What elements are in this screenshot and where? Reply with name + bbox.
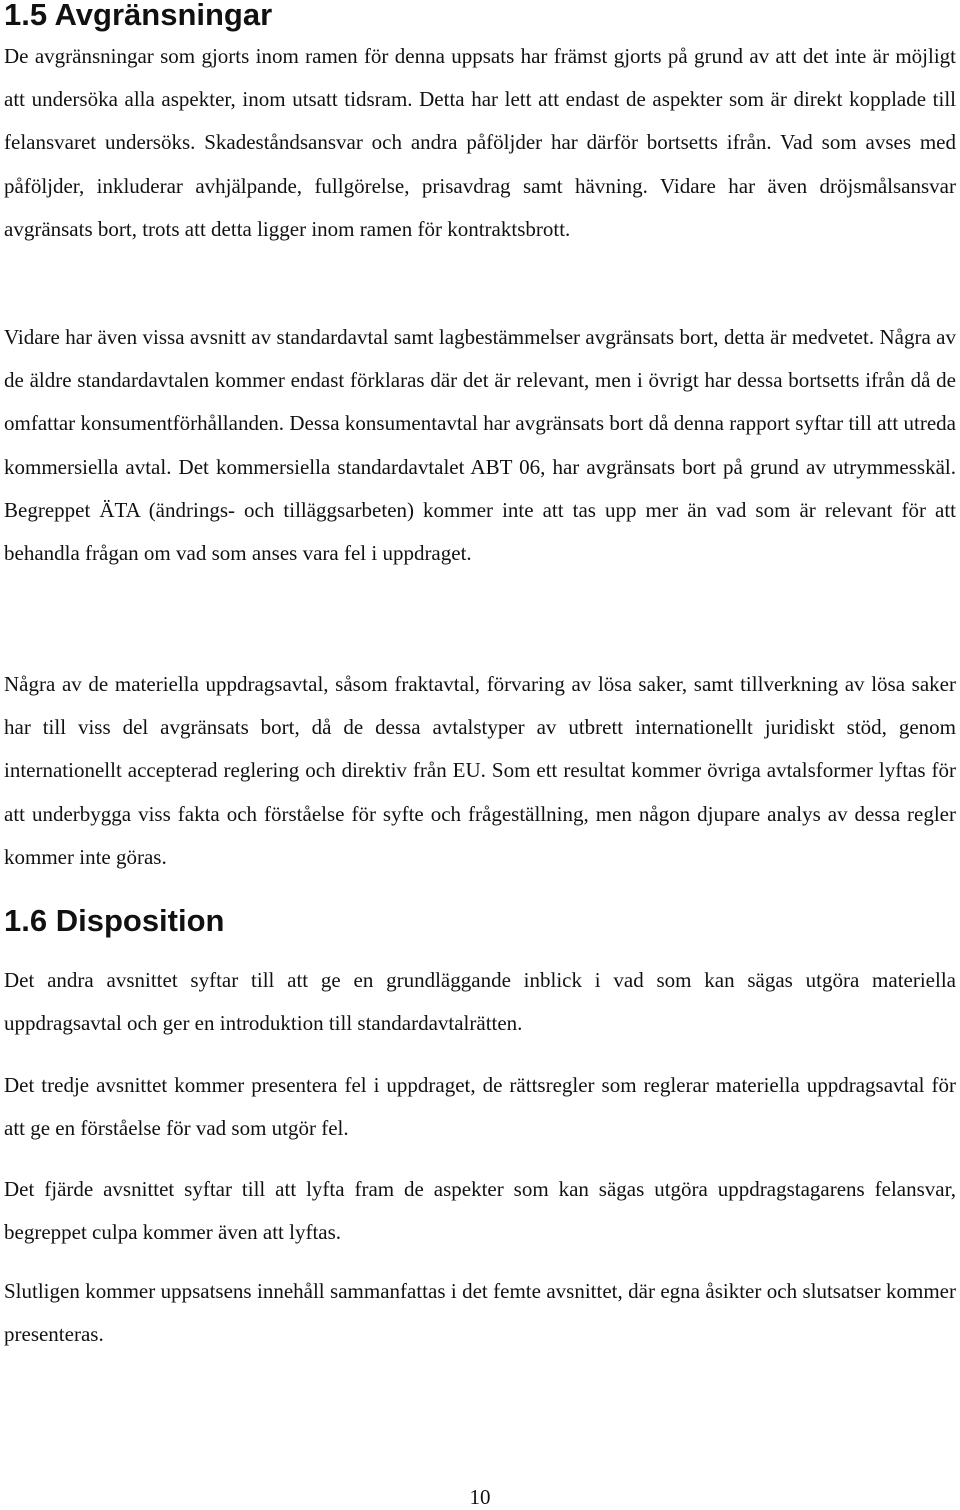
section-heading-disposition: 1.6 Disposition	[4, 903, 225, 938]
page-number: 10	[469, 1485, 491, 1509]
paragraph-disposition-1: Det andra avsnittet syftar till att ge en grundläggande inblick i vad som kan sägas utgöra materiella uppdragsavtal och ger en introduktion till standardavtalrätten.	[4, 968, 956, 1036]
paragraph-avgransningar-3: Några av de materiella uppdragsavtal, såsom fraktavtal, förvaring av lösa saker, samt tillverkning av lösa saker har till viss del avgränsats bort, då de dessa avtalstyper av utbrett internationellt juridiskt stöd, genom internationellt accepterad reglering och direktiv från EU. Som ett resultat kommer övriga avtalsformer lyftas för att underbygga viss fakta och förståelse för syfte och frågeställning, men någon djupare analys av dessa regler kommer inte göras.	[4, 672, 956, 869]
paragraph-avgransningar-1: De avgränsningar som gjorts inom ramen för denna uppsats har främst gjorts på grund av att det inte är möjligt att undersöka alla aspekter, inom utsatt tidsram. Detta har lett att endast de aspekter som är direkt kopplade till felansvaret undersöks. Skadeståndsansvar och andra påföljder har därför bortsetts ifrån. Vad som avses med påföljder, inkluderar avhjälpande, fullgörelse, prisavdrag samt hävning. Vidare har även dröjsmålsansvar avgränsats bort, trots att detta ligger inom ramen för kontraktsbrott.	[4, 44, 956, 241]
paragraph-disposition-2: Det tredje avsnittet kommer presentera fel i uppdraget, de rättsregler som reglerar materiella uppdragsavtal för att ge en förståelse för vad som utgör fel.	[4, 1073, 956, 1141]
paragraph-avgransningar-2: Vidare har även vissa avsnitt av standardavtal samt lagbestämmelser avgränsats bort, detta är medvetet. Några av de äldre standardavtalen kommer endast förklaras där det är relevant, men i övrigt har dessa bortsetts ifrån då de omfattar konsumentförhållanden. Dessa konsumentavtal har avgränsats bort då denna rapport syftar till att utreda kommersiella avtal. Det kommersiella standardavtalet ABT 06, har avgränsats bort på grund av utrymmesskäl. Begreppet ÄTA (ändrings- och tilläggsarbeten) kommer inte att tas upp mer än vad som är relevant för att behandla frågan om vad som anses vara fel i uppdraget.	[4, 325, 956, 566]
paragraph-disposition-4: Slutligen kommer uppsatsens innehåll sammanfattas i det femte avsnittet, där egna åsikter och slutsatser kommer presenteras.	[4, 1279, 956, 1347]
section-heading-avgransningar: 1.5 Avgränsningar	[4, 0, 273, 32]
paragraph-disposition-3: Det fjärde avsnittet syftar till att lyfta fram de aspekter som kan sägas utgöra uppdragstagarens felansvar, begreppet culpa kommer även att lyftas.	[4, 1177, 956, 1245]
